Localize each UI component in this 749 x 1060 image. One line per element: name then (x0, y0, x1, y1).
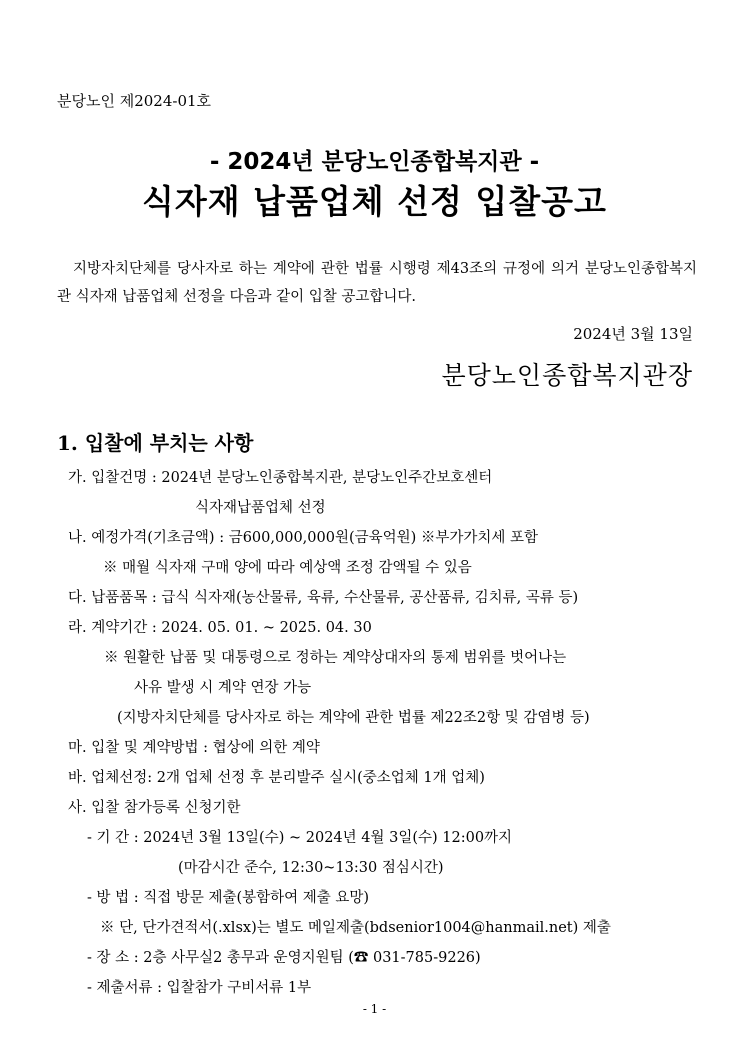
item-delivery-goods: 다. 납품품목 : 급식 식자재(농산물류, 육류, 수산물류, 공산품류, 김치류, 곡류 등) (68, 590, 579, 606)
item-bid-name-cont: 식자재납품업체 선정 (195, 500, 326, 516)
registration-documents: - 제출서류 : 입찰참가 구비서류 1부 (87, 980, 312, 996)
registration-email-note: ※ 단, 단가견적서(.xlsx)는 별도 메일제출(bdsenior1004@hanmail.net) 제출 (100, 920, 611, 936)
note-extension-cont: 사유 발생 시 계약 연장 가능 (134, 680, 312, 696)
item-estimated-price: 나. 예정가격(기초금액) : 금600,000,000원(금육억원) ※부가가치세 포함 (68, 530, 539, 546)
note-extension: ※ 원활한 납품 및 대통령으로 정하는 계약상대자의 통제 범위를 벗어나는 (104, 650, 567, 666)
signature: 분당노인종합복지관장 (441, 361, 693, 390)
item-vendor-selection: 바. 업체선정: 2개 업체 선정 후 분리발주 실시(중소업체 1개 업체) (68, 770, 485, 786)
registration-period: - 기 간 : 2024년 3월 13일(수) ~ 2024년 4월 3일(수) 12:00까지 (87, 830, 513, 846)
note-price-adjust: ※ 매월 식자재 구매 양에 따라 예상액 조정 감액될 수 있음 (103, 560, 472, 576)
registration-method: - 방 법 : 직접 방문 제출(봉함하여 제출 요망) (87, 890, 370, 906)
subtitle: - 2024년 분당노인종합복지관 - (209, 149, 540, 175)
item-contract-method: 마. 입찰 및 계약방법 : 협상에 의한 계약 (68, 740, 320, 756)
item-contract-period: 라. 계약기간 : 2024. 05. 01. ~ 2025. 04. 30 (68, 620, 372, 636)
page-number: - 1 - (362, 1002, 387, 1016)
registration-period-note: (마감시간 준수, 12:30~13:30 점심시간) (178, 860, 444, 876)
page-title: 식자재 납품업체 선정 입찰공고 (142, 182, 607, 221)
note-law-reference: (지방자치단체를 당사자로 하는 계약에 관한 법률 제22조2항 및 감염병 등) (117, 710, 590, 726)
item-bid-name: 가. 입찰건명 : 2024년 분당노인종합복지관, 분당노인주간보호센터 (68, 470, 493, 486)
registration-location: - 장 소 : 2층 사무실2 총무과 운영지원팀 (☎ 031-785-9226) (87, 950, 481, 966)
document-number: 분당노인 제2024-01호 (57, 92, 212, 110)
intro-paragraph: 지방자치단체를 당사자로 하는 계약에 관한 법률 시행령 제43조의 규정에 의거 분당노인종합복지관 식자재 납품업체 선정을 다음과 같이 입찰 공고합니다. (57, 261, 697, 305)
item-registration: 사. 입찰 참가등록 신청기한 (68, 800, 241, 816)
section-title: 1. 입찰에 부치는 사항 (57, 431, 254, 455)
notice-date: 2024년 3월 13일 (573, 325, 693, 343)
